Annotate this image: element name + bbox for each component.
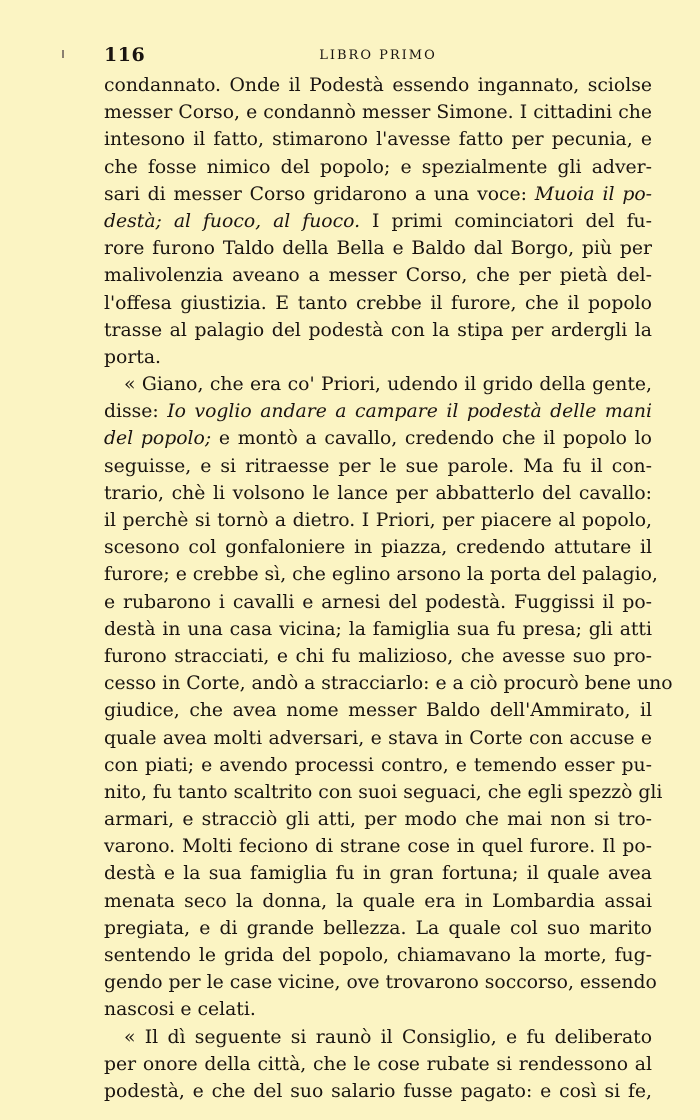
text-line bbox=[104, 561, 658, 588]
italic-text: destà; al fuoco, al fuoco. bbox=[104, 210, 361, 232]
text-line bbox=[104, 181, 652, 208]
text-segment: rore furono Taldo della Bella e Baldo dal Borgo, più per bbox=[104, 238, 652, 260]
text-segment: trasse al palagio del podestà con la stipa per ardergli la bbox=[104, 319, 652, 341]
text-segment: nascosi e celati. bbox=[104, 999, 256, 1021]
page-header bbox=[104, 44, 652, 70]
text-line bbox=[104, 697, 652, 724]
text-line bbox=[104, 99, 652, 126]
text-segment: destà in una casa vicina; la famiglia sua fu presa; gli atti bbox=[104, 618, 652, 640]
text-segment: l'offesa giustizia. E tanto crebbe il furore, che il popolo bbox=[104, 292, 652, 314]
text-line bbox=[104, 1051, 652, 1078]
text-segment: e rubarono i cavalli e arnesi del podestà. Fuggissi il po- bbox=[104, 591, 652, 613]
text-segment: cesso in Corte, andò a stracciarlo: e a ciò procurò bene uno bbox=[104, 673, 673, 695]
text-segment: menata seco la donna, la quale era in Lombardia assai bbox=[104, 890, 652, 912]
text-line bbox=[104, 1078, 652, 1105]
italic-text: Io voglio andare a campare il podestà delle mani bbox=[167, 401, 653, 423]
text-segment: per onore della città, che le cose rubate si rendessono al bbox=[104, 1053, 652, 1075]
body-text bbox=[104, 72, 673, 1105]
text-line bbox=[104, 398, 652, 425]
text-line bbox=[104, 453, 652, 480]
text-line bbox=[104, 806, 652, 833]
text-line bbox=[104, 317, 652, 344]
margin-mark bbox=[62, 50, 64, 58]
text-line bbox=[104, 725, 652, 752]
text-line bbox=[104, 534, 652, 561]
text-line bbox=[104, 670, 673, 697]
text-segment: sentendo le grida del popolo, chiamavano la morte, fug- bbox=[104, 945, 652, 966]
text-segment: sari di messer Corso gridarono a una voce: bbox=[104, 183, 535, 205]
italic-text: del popolo; bbox=[104, 428, 212, 450]
text-segment: il perchè si tornò a dietro. I Priori, per piacere al popolo, bbox=[104, 510, 652, 531]
text-line bbox=[104, 996, 652, 1023]
text-segment: seguisse, e si ritraesse per le sue parole. Ma fu il con- bbox=[104, 455, 652, 477]
text-line bbox=[104, 833, 652, 860]
text-segment: giudice, che avea nome messer Baldo dell'Ammirato, il bbox=[104, 700, 652, 722]
text-segment: disse: bbox=[104, 401, 168, 423]
text-line bbox=[104, 480, 652, 507]
text-segment: con piati; e avendo processi contro, e temendo esser pu- bbox=[104, 754, 652, 776]
text-line bbox=[104, 262, 652, 289]
text-segment: destà e la sua famiglia fu in gran fortuna; il quale avea bbox=[104, 863, 652, 885]
text-segment: intesono il fatto, stimarono l'avesse fatto per pecunia, e bbox=[104, 129, 652, 151]
text-segment: quale avea molti adversari, e stava in Corte con accuse e bbox=[104, 727, 652, 749]
text-line bbox=[104, 888, 652, 915]
text-line bbox=[104, 235, 652, 262]
text-line bbox=[104, 942, 652, 969]
running-head: LIBRO PRIMO bbox=[319, 48, 437, 63]
text-line bbox=[104, 507, 652, 534]
text-line bbox=[104, 371, 652, 398]
text-segment: porta. bbox=[104, 346, 162, 368]
text-segment: furono stracciati, e chi fu malizioso, che avesse suo pro- bbox=[104, 645, 652, 667]
text-segment: nito, fu tanto scaltrito con suoi seguaci, che egli spezzò gli bbox=[104, 781, 663, 803]
text-line bbox=[104, 643, 652, 670]
text-line bbox=[104, 969, 657, 996]
text-segment: scesono col gonfaloniere in piazza, credendo attutare il bbox=[104, 537, 652, 559]
page-number: 116 bbox=[104, 44, 146, 66]
text-line bbox=[104, 1024, 652, 1051]
text-line bbox=[104, 290, 652, 317]
text-line bbox=[104, 589, 652, 616]
text-segment: messer Corso, e condannò messer Simone. I cittadini che bbox=[104, 102, 652, 124]
text-segment: podestà, e che del suo salario fusse pagato: e così si fe, bbox=[104, 1080, 652, 1102]
text-segment: pregiata, e di grande bellezza. La quale col suo marito bbox=[104, 917, 652, 939]
text-segment: « Il dì seguente si raunò il Consiglio, e fu deliberato bbox=[124, 1026, 652, 1048]
text-segment: malivolenzia aveano a messer Corso, che per pietà del- bbox=[104, 265, 652, 287]
text-segment: e montò a cavallo, credendo che il popolo lo bbox=[211, 428, 652, 450]
text-segment: gendo per le case vicine, ove trovarono soccorso, essendo bbox=[104, 972, 657, 994]
text-line bbox=[104, 616, 652, 643]
text-line bbox=[104, 915, 652, 942]
text-segment: varono. Molti feciono di strane cose in quel furore. Il po- bbox=[104, 836, 652, 858]
text-segment: « Giano, che era co' Priori, udendo il grido della gente, bbox=[124, 374, 652, 396]
text-line bbox=[104, 860, 652, 887]
text-line bbox=[104, 154, 652, 181]
text-segment: trario, chè li volsono le lance per abbatterlo del cavallo: bbox=[104, 482, 652, 504]
text-segment: che fosse nimico del popolo; e spezialmente gli adver- bbox=[104, 156, 652, 178]
text-line bbox=[104, 344, 652, 371]
italic-text: Muoia il po- bbox=[534, 183, 652, 205]
text-segment: armari, e stracciò gli atti, per modo che mai non si tro- bbox=[104, 809, 652, 831]
text-line bbox=[104, 779, 663, 806]
text-line bbox=[104, 752, 652, 779]
text-line bbox=[104, 208, 652, 235]
text-line bbox=[104, 126, 652, 153]
text-segment: I primi cominciatori del fu- bbox=[360, 210, 652, 232]
text-segment: furore; e crebbe sì, che eglino arsono la porta del palagio, bbox=[104, 564, 658, 586]
text-line bbox=[104, 72, 652, 99]
text-line bbox=[104, 425, 652, 452]
text-segment: condannato. Onde il Podestà essendo ingannato, sciolse bbox=[104, 75, 652, 96]
